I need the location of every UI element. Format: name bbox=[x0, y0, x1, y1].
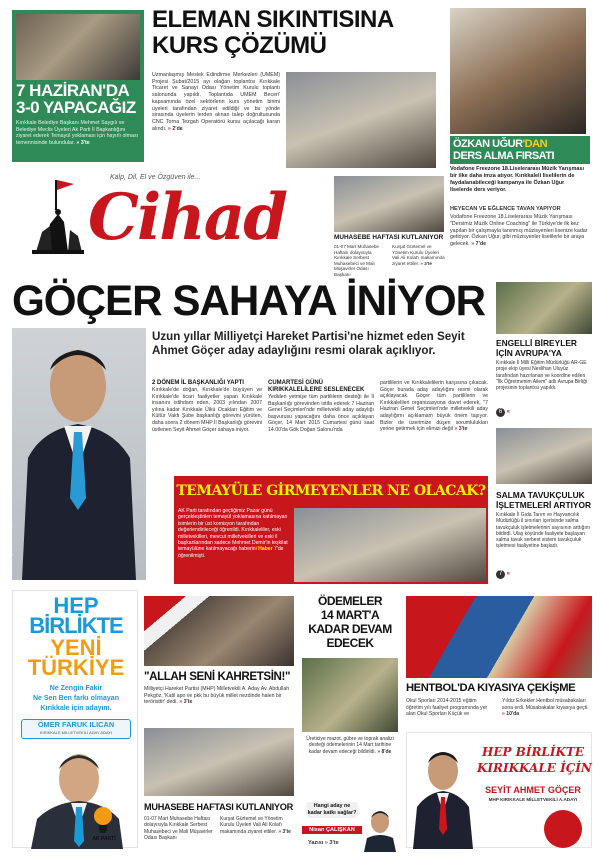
headline: EDECEK bbox=[326, 636, 374, 650]
ad-tagline: Kırıkkale için adayım. bbox=[40, 705, 112, 712]
story-text: AK Parti tarafından geçtiğimiz Pazar günü gerçekleştirilen temayül yoklamasına katılmayan isimlerin bir üst komisyon tarafından değerlendirileceği öğrenildi. Kırıkkaleliler, eski milletvekilleri, mevcut milletvekilleri ve eski il başkanlarından sadece Mehmet Demir'in teşkilat temayülüne katılmayacağı haberini Haber 7'de öğrenilmişti. bbox=[178, 508, 288, 559]
story-text: Vodafone Freezone 18.Liselerarası Müzik Yarışması "Dersimiz Müzik Online Coaching" ile Türkiye'de ilk kez yapılan bir çalışmayla tanınmış müzisyenleri lisenize kadar getiriyor. Özkan Uğur, gibi müzisyenler liselilerle bir araya gelecek. » 7'de bbox=[450, 214, 588, 248]
headline: SALMA TAVUKÇULUK bbox=[496, 490, 585, 500]
ad-candidate-name: ÖMER FARUK ILICAN bbox=[37, 720, 115, 729]
story-text: Milliyetçi Hareket Partisi (MHP) Milletvekili A. Aday Av. Abdullah Pekgöz, 'Katil apo ve pkk bu büyük millet nezdinde halen bir teröristtir' dedi. » 3'te bbox=[144, 686, 290, 706]
page-badge: 7 bbox=[496, 570, 505, 579]
ad-line: TÜRKİYE bbox=[27, 655, 125, 680]
meeting-photo bbox=[294, 508, 486, 582]
speech-photo bbox=[144, 596, 294, 666]
headline: TEMAYÜLE GİRMEYENLER NE OLACAK? bbox=[174, 476, 488, 506]
page-badge: 6 bbox=[496, 408, 505, 417]
author-name: Nisan ÇALIŞKAN bbox=[302, 826, 362, 834]
meeting-photo bbox=[286, 72, 436, 168]
ad-candidate-role: MHP KIRIKKALE MİLLETVEKİLİ A.ADAYI bbox=[488, 797, 578, 802]
story-text: Kurşat Gürtemel ve Yönetim Kurulu Üyeleri Vali Ali Kolat'ı makamında ziyaret ettiler. » 3'te bbox=[392, 244, 445, 266]
story-text: Kırıkkale İl Gıda Tarım ve Hayvancılık Müdürlüğü il sınırları içerisinde salma tavukçuluk işletmelerinin sayısının arttığını bildirdi. Ulaş köyünde faaliyete başlayan salma tavuk serbest sistem tavukçuluk işletmesi faaliyetine başladı. bbox=[496, 512, 590, 550]
ad-line: YENİ bbox=[50, 635, 102, 660]
meeting-photo bbox=[16, 14, 140, 80]
headline: İÇİN AVRUPA'YA bbox=[496, 348, 562, 358]
masthead-slogan: Kalp, Dil, El ve Özgüven ile... bbox=[110, 174, 201, 181]
story-text: Kırıkkale Belediye Başkanı Mehmet Saygılı ve Belediye Meclis Üyeleri Ak Parti İl Başkanlığını ziyaret ederek Temayül yoklaması için hayırlı olması temennisinde bulundular. » 3'te bbox=[16, 120, 139, 146]
photo-caption: Seyit Ahmet Göçer bbox=[7, 520, 14, 562]
group-photo bbox=[144, 728, 294, 796]
pekgoz-story[interactable] bbox=[144, 596, 294, 716]
ad-tagline: Ne Sen Ben farkı olmayan bbox=[33, 695, 119, 702]
column-page: 3'te bbox=[329, 840, 339, 846]
teaser: Hangi aday ne kadar katkı sağlar? bbox=[307, 803, 357, 816]
right-top-story[interactable] bbox=[450, 8, 592, 270]
right-story-1[interactable]: ENGELLİ BİREYLER İÇİN AVRUPA'YA Kırıkkale İl Milli Eğitim Müdürlüğü AR-GE proje ekip üyesi Neslihan Uluyüz tarafından hazırlanan ve koordine edilen "İlk Öğretmenim Ailem" adlı Avrupa Birliği projesinin toplantısı yapıldı. 6 « bbox=[496, 282, 592, 422]
headline: ENGELLİ BİREYLER bbox=[496, 338, 577, 348]
headline: HENTBOL'DA KIYASIYA ÇEKİŞME bbox=[406, 682, 576, 694]
ad-party: AK PARTİ bbox=[92, 836, 116, 842]
headline: ÖZKAN UĞUR bbox=[453, 138, 523, 150]
ad-ak-parti[interactable] bbox=[12, 590, 138, 848]
ad-tagline: Ne Zengin Fakir bbox=[49, 685, 103, 692]
left-top-story[interactable] bbox=[12, 10, 144, 162]
classroom-photo bbox=[496, 282, 592, 334]
main-col-2 bbox=[268, 380, 374, 434]
author-avatar bbox=[362, 808, 398, 852]
ad-line: HEP bbox=[53, 593, 99, 618]
mhp-logo-icon bbox=[543, 809, 583, 849]
right-story-2[interactable]: SALMA TAVUKÇULUK İŞLETMELERİ ARTIYOR Kırıkkale İl Gıda Tarım ve Hayvancılık Müdürlüğü il sınırları içerisinde salma tavukçuluk işletmelerinin sayısının arttığını bildirdi. Ulaş köyünde faaliyete başlayan salma tavuk serbest sistem tavukçuluk işletmesi faaliyetine başladı. 7 « bbox=[496, 428, 592, 580]
headline: ÖDEMELER bbox=[317, 594, 382, 608]
story-text: Üreticiye mazot, gübre ve toprak analizi desteği ödemelerinin 14 Mart tarihine kadar devam edeceği bildirildi. » 8'de bbox=[306, 736, 394, 755]
headline: İŞLETMELERİ ARTIYOR bbox=[496, 500, 592, 510]
story-text: 01-07 Mart Muhasebe Haftası dolayısıyla Kırıkkale Serbest Muhasebeci ve Mali Müşavirler Odası Başkanı bbox=[334, 244, 379, 277]
column-teaser[interactable]: Hangi aday ne kadar katkı sağlar? Nisan ÇALIŞKAN Yazısı » 3'te bbox=[300, 800, 400, 852]
handball-photo bbox=[406, 596, 592, 678]
tractor-photo bbox=[302, 658, 398, 732]
main-col-3: partililerin ve Kırıkkalelilerin karşısına çıkacak. Göçer burada aday adaylığını resmi olarak açıklayacak. Göçer tüm partililerin ve Kırıkkalelileri organizasyona davet ederek, "7 Haziran Genel Seçimleri'nde milletvekili aday adaylığımı açıklamam büyük önem taşıyor. Bizler de üzerimize düşen sorumlulukları yerine getirmek için elimizi değil » 3'te bbox=[380, 380, 488, 433]
headline-suffix: 'DAN bbox=[522, 138, 548, 150]
ad-candidate-name: SEYİT AHMET GÖÇER bbox=[485, 785, 581, 795]
ad-slogan: HEP BİRLİKTE bbox=[482, 745, 584, 759]
subhead: HEYECAN VE EĞLENCE TAVAN YAPIYOR bbox=[450, 206, 561, 212]
story-text: Uzmanlaşmış Meslek Edindirme Merkezleri (UMEM) Projesi Şubat/2015 ayı olağan toplantısı Kırıkkale Ticaret ve Sanayi Odası Yönetim Kurulu toplantı salonunda yapıldı. Toplantıda UMEM Beceri' kapsamında özel sektörlerin kurs yönetim birimi uyeleri tarafından ziyaret edildiği ve bu yönde sirasında üyelerin lerden alınan talep doğrultusunda CNC Torna Tezgah Operatörü kursu açılacağı karan alındı. » 2'de bbox=[152, 72, 280, 132]
musician-photo bbox=[450, 8, 586, 134]
col-title: 2 DÖNEM İL BAŞKANLIĞI YAPTI bbox=[152, 380, 244, 386]
story-text: Yıldız Erkekler Hentbol müsabakaları sona erdi. Müsabakalar kıyasıya geçti. » 10'da bbox=[502, 698, 589, 717]
ad-slogan: KIRIKKALE İÇİN bbox=[477, 761, 592, 775]
story-text: Okul Sporları 2014-2015 eğitim öğretim yılı faaliyet programında yer alan Okul Sporları Küçük ve bbox=[406, 698, 488, 717]
headline: 7 HAZİRAN'DA bbox=[16, 81, 130, 100]
handball-story[interactable] bbox=[406, 596, 592, 726]
week-story[interactable] bbox=[144, 728, 294, 848]
payments-story[interactable] bbox=[300, 594, 400, 794]
week-story-small[interactable] bbox=[334, 176, 446, 277]
caption: MUHASEBE HAFTASI KUTLANIYOR bbox=[144, 802, 293, 812]
col-text: Yediden yetmişe tüm partililerin desteği ile İl Başkanlığı görevinden istifa ederek 7 Haziran Genel Seçimleri'nde milletvekili aday adaylığı başvurusu yapacağını daha önce açıklayan Göçer, 14 Mart 2015 Cumartesi günü saat 14.00'da Gök Doğan Salonu'nda bbox=[268, 394, 374, 433]
col-title: CUMARTESİ GÜNÜ KIRIKKALELİLERE SESLENECEK bbox=[268, 380, 365, 393]
monument-icon bbox=[28, 178, 88, 256]
story-text: Kurşat Gürtemel ve Yönetim Kurulu Üyeleri Vali Ali Kolat'ı makamında ziyaret ettiler. » 3'te bbox=[220, 816, 291, 835]
candidate-photo bbox=[7, 328, 146, 580]
center-top-story[interactable] bbox=[152, 8, 442, 168]
story-lead: Vodafone Freezone 18.Liselerarası Müzik Yarışması bir ilke daha imza atıyor. Kırıkkaleli liselilerin de faydalanabileceği kampanya ile Özkan Uğur liselerde ders veriyor. bbox=[450, 166, 584, 193]
headline: ELEMAN SIKINTISINA bbox=[152, 6, 394, 33]
story-text: 01-07 Mart Muhasebe Haftası dolayısıyla Kırıkkale Serbest Muhasebeci ve Mali Müşavirler Odası Başkanı bbox=[144, 816, 213, 842]
masthead bbox=[12, 170, 330, 270]
headline: DERS ALMA FIRSATI bbox=[453, 150, 555, 162]
caption: MUHASEBE HAFTASI KUTLANIYOR bbox=[334, 234, 444, 241]
ad-line: BİRLİKTE bbox=[29, 613, 123, 638]
masthead-logo: Cihad bbox=[88, 180, 286, 255]
ad-candidate-role: KIRIKKALE MİLLETVEKİLİ ADAY ADAYI bbox=[39, 730, 113, 735]
ad-mhp[interactable] bbox=[406, 732, 592, 848]
headline: "ALLAH SENİ KAHRETSİN!" bbox=[144, 670, 291, 683]
headline: 3-0 YAPACAĞIZ bbox=[16, 98, 136, 117]
group-photo bbox=[334, 176, 444, 232]
candidate-photo bbox=[413, 741, 473, 849]
story-text: Kırıkkale İl Milli Eğitim Müdürlüğü AR-GE proje ekip üyesi Neslihan Uluyüz tarafından hazırlanan ve koordine edilen "İlk Öğretmenim Ailem" adlı Avrupa Birliği projesinin toplantısı yapıldı. bbox=[496, 360, 587, 392]
headline: KADAR DEVAM bbox=[308, 622, 392, 636]
headline: 14 MART'A bbox=[320, 608, 380, 622]
main-headline: GÖÇER SAHAYA İNİYOR bbox=[12, 277, 486, 325]
temayul-story[interactable] bbox=[174, 476, 488, 586]
column-label: Yazısı bbox=[308, 840, 324, 846]
main-col-1 bbox=[152, 380, 262, 433]
main-deck: Uzun yıllar Milliyetçi Hareket Partisi'ne hizmet eden Seyit Ahmet Göçer aday adaylığını resmi olarak açıklıyor. bbox=[152, 330, 465, 357]
headline: KURS ÇÖZÜMÜ bbox=[152, 32, 327, 59]
col-text: Kırıkkale'de doğan, Kırıkkale'de büyüyen ve Kırıkkale'de ticari faaliyetler yapan Kırıkkale insanını istihdam eden, 2003 yılından 2007 yılına kadar Kırıkkale Ülkü Ocakları Eğitim ve Kültür Vakfı Şube başkanlığı görevini yürüten, daha sonra 2 dönem MHP İl Başkanlığı görevini üstlenen Seyit Ahmet Göçer sahaya iniyor. bbox=[152, 387, 262, 433]
bulb-logo-icon bbox=[91, 805, 115, 835]
poultry-photo bbox=[496, 428, 592, 484]
